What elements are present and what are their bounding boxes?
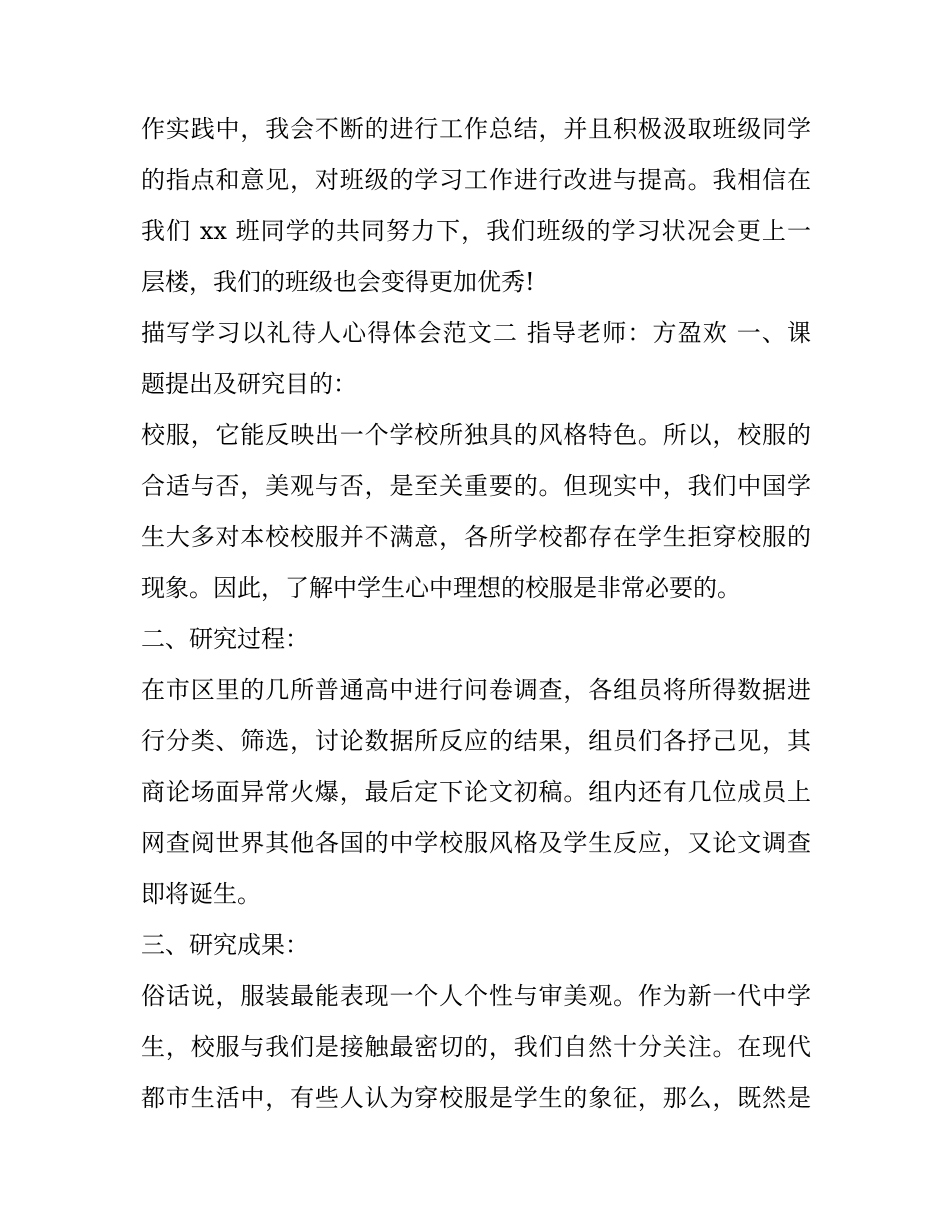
text-line-9: 生大多对本校校服并不满意，各所学校都存在学生拒穿校服的	[141, 523, 811, 551]
document-body	[141, 104, 811, 1124]
text-line-20: 都市生活中，有些人认为穿校服是学生的象征，那么，既然是	[141, 1084, 811, 1112]
text-line-15: 网查阅世界其他各国的中学校服风格及学生反应，又论文调查	[141, 829, 811, 857]
text-line-8: 合适与否，美观与否，是至关重要的。但现实中，我们中国学	[141, 472, 811, 500]
text-line-10: 现象。因此，了解中学生心中理想的校服是非常必要的。	[141, 574, 741, 602]
text-line-12: 在市区里的几所普通高中进行问卷调查，各组员将所得数据进	[141, 676, 811, 704]
text-line-4: 层楼，我们的班级也会变得更加优秀!	[141, 268, 535, 296]
text-line-14: 商论场面异常火爆，最后定下论文初稿。组内还有几位成员上	[141, 778, 811, 806]
text-line-19: 生，校服与我们是接触最密切的，我们自然十分关注。在现代	[141, 1033, 811, 1061]
text-line-5: 描写学习以礼待人心得体会范文二 指导老师：方盈欢 一、课	[141, 319, 811, 347]
text-line-3: 我们 xx 班同学的共同努力下，我们班级的学习状况会更上一	[141, 217, 811, 245]
section-heading-3: 三、研究成果：	[141, 931, 309, 959]
text-line-16: 即将诞生。	[141, 880, 261, 908]
text-line-1: 作实践中，我会不断的进行工作总结，并且积极汲取班级同学	[141, 115, 811, 143]
text-line-18: 俗话说，服装最能表现一个人个性与审美观。作为新一代中学	[141, 982, 811, 1010]
text-line-6: 题提出及研究目的：	[141, 370, 357, 398]
text-line-2: 的指点和意见，对班级的学习工作进行改进与提高。我相信在	[141, 166, 811, 194]
section-heading-2: 二、研究过程：	[141, 625, 309, 653]
text-line-7: 校服，它能反映出一个学校所独具的风格特色。所以，校服的	[141, 421, 811, 449]
text-line-13: 行分类、筛选，讨论数据所反应的结果，组员们各抒己见，其	[141, 727, 811, 755]
